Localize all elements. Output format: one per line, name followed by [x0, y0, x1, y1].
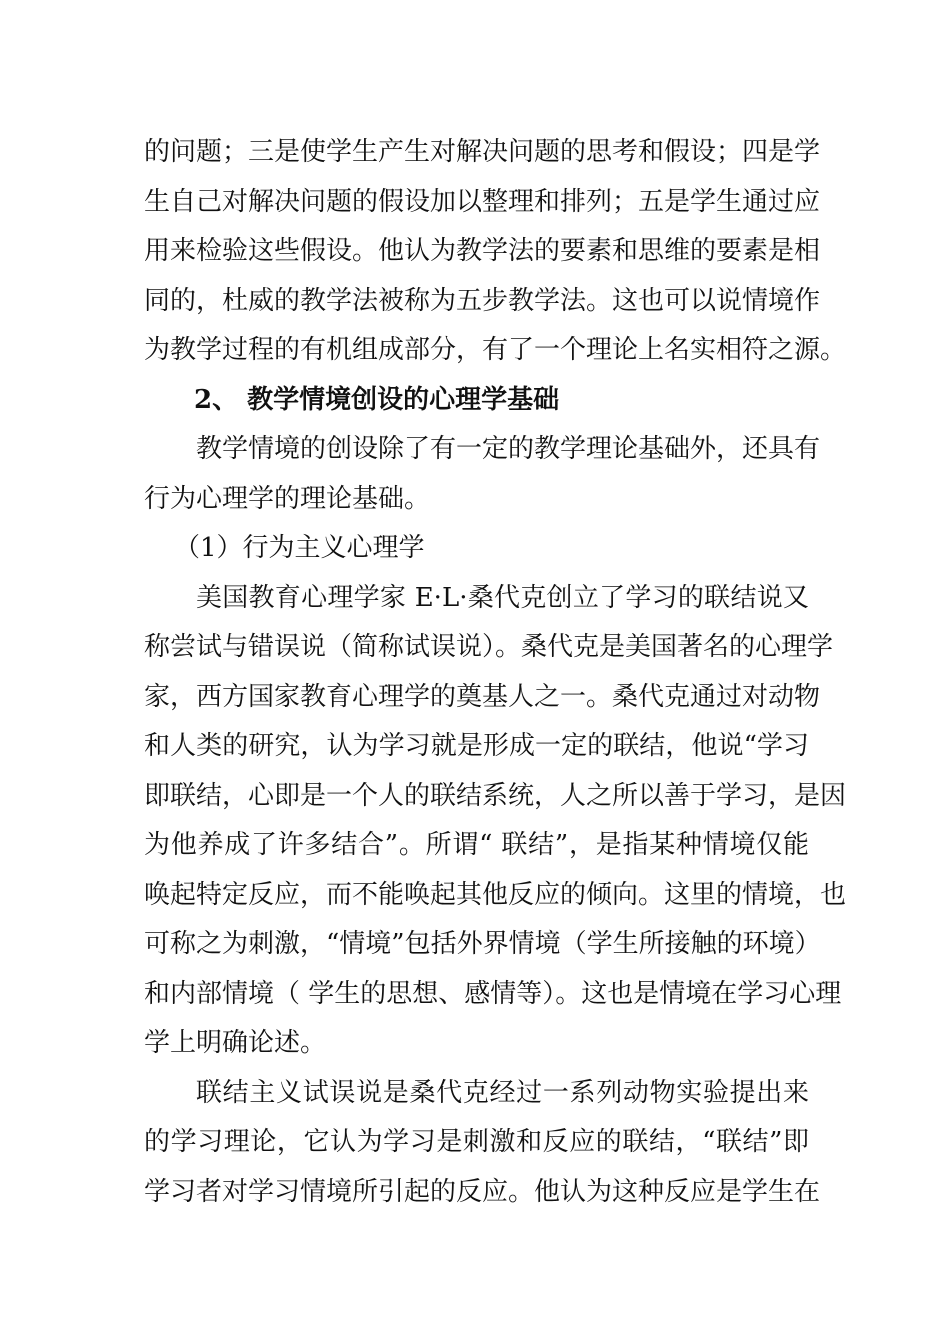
section-heading: 2、 教学情境创设的心理学基础 — [194, 384, 560, 415]
body-text-line: 家，西方国家教育心理学的奠基人之一。桑代克通过对动物 — [144, 681, 821, 712]
body-text-line: 的问题；三是使学生产生对解决问题的思考和假设；四是学 — [144, 137, 821, 167]
body-text-line: 学习者对学习情境所引起的反应。他认为这种反应是学生在 — [144, 1176, 821, 1207]
body-text-line: 的学习理论，它认为学习是刺激和反应的联结，“联结”即 — [144, 1127, 809, 1157]
body-text-line: 教学情境的创设除了有一定的教学理论基础外，还具有 — [196, 434, 821, 464]
body-text-line: 用来检验这些假设。他认为教学法的要素和思维的要素是相 — [144, 236, 821, 266]
body-text-line: 为他养成了许多结合”。所谓“ 联结”，是指某种情境仅能 — [144, 830, 809, 860]
body-text-line: 唤起特定反应，而不能唤起其他反应的倾向。这里的情境，也 — [144, 879, 847, 910]
body-text-line: 同的，杜威的教学法被称为五步教学法。这也可以说情境作 — [144, 285, 821, 316]
subsection-heading: （1）行为主义心理学 — [174, 533, 425, 563]
body-text-line: 学上明确论述。 — [144, 1028, 327, 1058]
body-text-line: 称尝试与错误说（简称试误说）。桑代克是美国著名的心理学 — [144, 632, 834, 662]
body-text-line: 和人类的研究，认为学习就是形成一定的联结，他说“学习 — [144, 731, 809, 761]
body-text-line: 可称之为刺激，“情境”包括外界情境（学生所接触的环境） — [144, 929, 821, 959]
body-text-line: 和内部情境（ 学生的思想、感情等）。这也是情境在学习心理 — [144, 978, 842, 1009]
body-text-line: 行为心理学的理论基础。 — [144, 483, 431, 514]
body-text-line: 联结主义试误说是桑代克经过一系列动物实验提出来 — [196, 1077, 809, 1108]
body-text-line: 生自己对解决问题的假设加以整理和排列；五是学生通过应 — [144, 186, 821, 217]
body-text-line: 即联结，心即是一个人的联结系统，人之所以善于学习，是因 — [144, 780, 847, 811]
body-text-line: 为教学过程的有机组成部分，有了一个理论上名实相符之源。 — [144, 335, 847, 365]
body-text-line: 美国教育心理学家 E·L·桑代克创立了学习的联结说又 — [196, 582, 809, 613]
document-body — [144, 128, 847, 1217]
